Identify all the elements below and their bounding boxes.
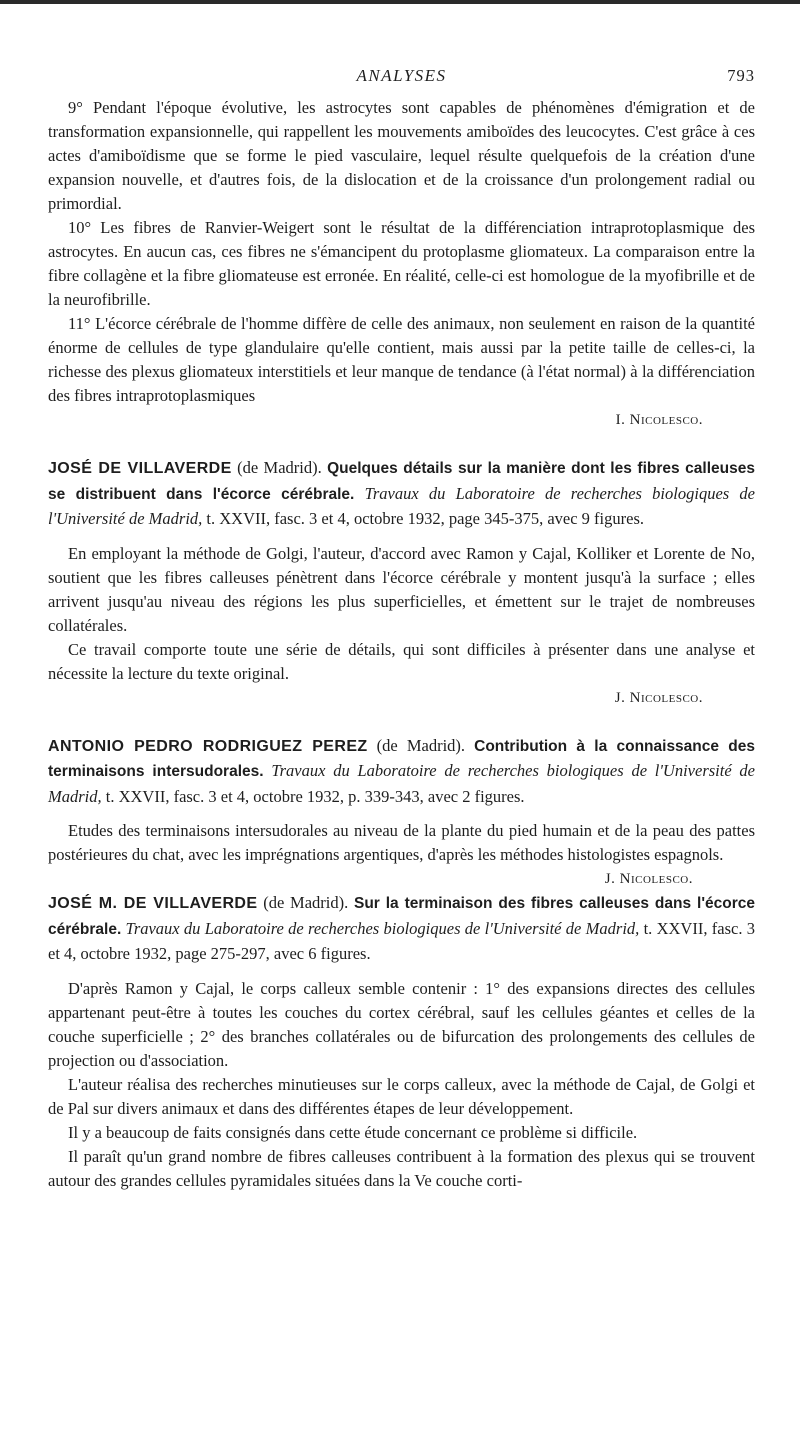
review-origin: (de Madrid). [231, 458, 328, 477]
running-title: ANALYSES [356, 66, 447, 85]
signature: I. Nicolesco. [615, 412, 703, 428]
review-details: t. XXVII, fasc. 3 et 4, octobre 1932, p. 339-343, avec 2 figures. [101, 786, 525, 806]
review-origin: (de Madrid). [367, 735, 475, 755]
review-villaverde-1 [48, 456, 755, 710]
review-title: Contribution à la connaissance des terminaisons intersudorales. [48, 737, 755, 780]
review-details: t. XXVII, fasc. 3 et 4, octobre 1932, page 275-297, avec 6 figures. [48, 918, 755, 963]
review-origin: (de Madrid). [257, 893, 354, 912]
review-heading [48, 456, 755, 532]
review-paragraph: Il y a beaucoup de faits consignés dans cette étude concernant ce problème si difficile. [68, 1122, 638, 1142]
signature: J. Nicolesco. [604, 871, 693, 887]
review-paragraph: L'auteur réalisa des recherches minutieuses sur le corps calleux, avec la méthode de Cajal, de Golgi et de Pal sur divers animaux et dans des différentes étapes de leur développement. [48, 1074, 755, 1118]
review-paragraph: D'après Ramon y Cajal, le corps calleux semble contenir : 1° des expansions directes des cellules appartenant peut-être à toutes les couches du cortex cérébral, sauf les cellules géantes et celles de la couche superficielle ; 2° des branches collatérales ou de bifurcation des prolongements des cellules de projection ou d'association. [48, 978, 755, 1070]
paragraph-point-11: 11° L'écorce cérébrale de l'homme diffère de celle des animaux, non seulement en raison de la quantité énorme de cellules de type glandulaire qu'elle contient, mais aussi par la petite taille de celles-ci, la richesse des plexus gliomateux interstitiels et leur manque de tendance (à l'état normal) à la différenciation des fibres intraprotoplasmiques [48, 314, 755, 405]
review-heading [48, 891, 755, 967]
page-body [48, 66, 755, 1193]
review-paragraph [48, 819, 755, 887]
top-border-rule [0, 0, 800, 4]
review-journal: Travaux du Laboratoire de recherches biologiques de l'Université de Madrid, [48, 483, 755, 528]
review-title: Sur la terminaison des fibres calleuses dans l'écorce cérébrale. [48, 895, 755, 938]
review-paragraph: Ce travail comporte toute une série de détails, qui sont difficiles à présenter dans une analyse et nécessite la lecture du texte original. [48, 639, 755, 683]
review-paragraph-text: Etudes des terminaisons intersudorales au niveau de la plante du pied humain et de la peau des pattes postérieures du chat, avec les imprégnations argentiques, d'après les méthodes histologistes espagnols. [48, 821, 755, 864]
signature: J. Nicolesco. [614, 689, 703, 706]
review-villaverde-2 [48, 891, 755, 1193]
paragraph-point-9: 9° Pendant l'époque évolutive, les astrocytes sont capables de phénomènes d'émigration et de transformation expansionnelle, qui rappellent les mouvements amiboïdes des leucocytes. C'est grâce à ces actes d'amiboïdisme que se forme le pied vasculaire, lequel résulte quelquefois de la création d'une expansion nouvelle, et d'autres fois, de la dislocation et de la croissance d'un prolongement radial ou primordial. [48, 98, 755, 213]
intro-section [48, 96, 755, 432]
review-rodriguez-perez [48, 734, 756, 887]
review-title: Quelques détails sur la manière dont les fibres calleuses se distribuent dans l'écorce cérébrale. [48, 460, 755, 503]
review-author: JOSÉ DE VILLAVERDE [48, 460, 232, 477]
review-author: ANTONIO PEDRO RODRIGUEZ PEREZ [48, 737, 368, 755]
review-journal: Travaux du Laboratoire de recherches biologiques de l'Université de Madrid, [121, 918, 640, 938]
review-paragraph: Il paraît qu'un grand nombre de fibres calleuses contribuent à la formation des plexus qui se trouvent autour des grandes cellules pyramidales situées dans la Ve couche corti- [48, 1146, 755, 1190]
review-journal: Travaux du Laboratoire de recherches biologiques de l'Université de Madrid, [48, 761, 756, 806]
page-number: 793 [727, 66, 755, 85]
review-details: t. XXVII, fasc. 3 et 4, octobre 1932, page 345-375, avec 9 figures. [202, 509, 644, 528]
running-header [48, 66, 755, 96]
review-author: JOSÉ M. DE VILLAVERDE [48, 895, 258, 912]
review-heading [48, 734, 755, 810]
paragraph-point-10: 10° Les fibres de Ranvier-Weigert sont le résultat de la différenciation intraprotoplasmique des astrocytes. En aucun cas, ces fibres ne s'émancipent du protoplasme gliomateux. La comparaison entre la fibre collagène et la fibre gliomateuse est erronée. En réalité, celle-ci est homologue de la myofibrille et de la neurofibrille. [48, 218, 755, 309]
review-paragraph: En employant la méthode de Golgi, l'auteur, d'accord avec Ramon y Cajal, Kolliker et Lorente de No, soutient que les fibres calleuses pénètrent dans l'écorce cérébrale y montent jusqu'à la surface ; elles arrivent jusqu'au niveau des régions les plus superficielles, et émettent sur le trajet de nombreuses collatérales. [48, 543, 755, 635]
